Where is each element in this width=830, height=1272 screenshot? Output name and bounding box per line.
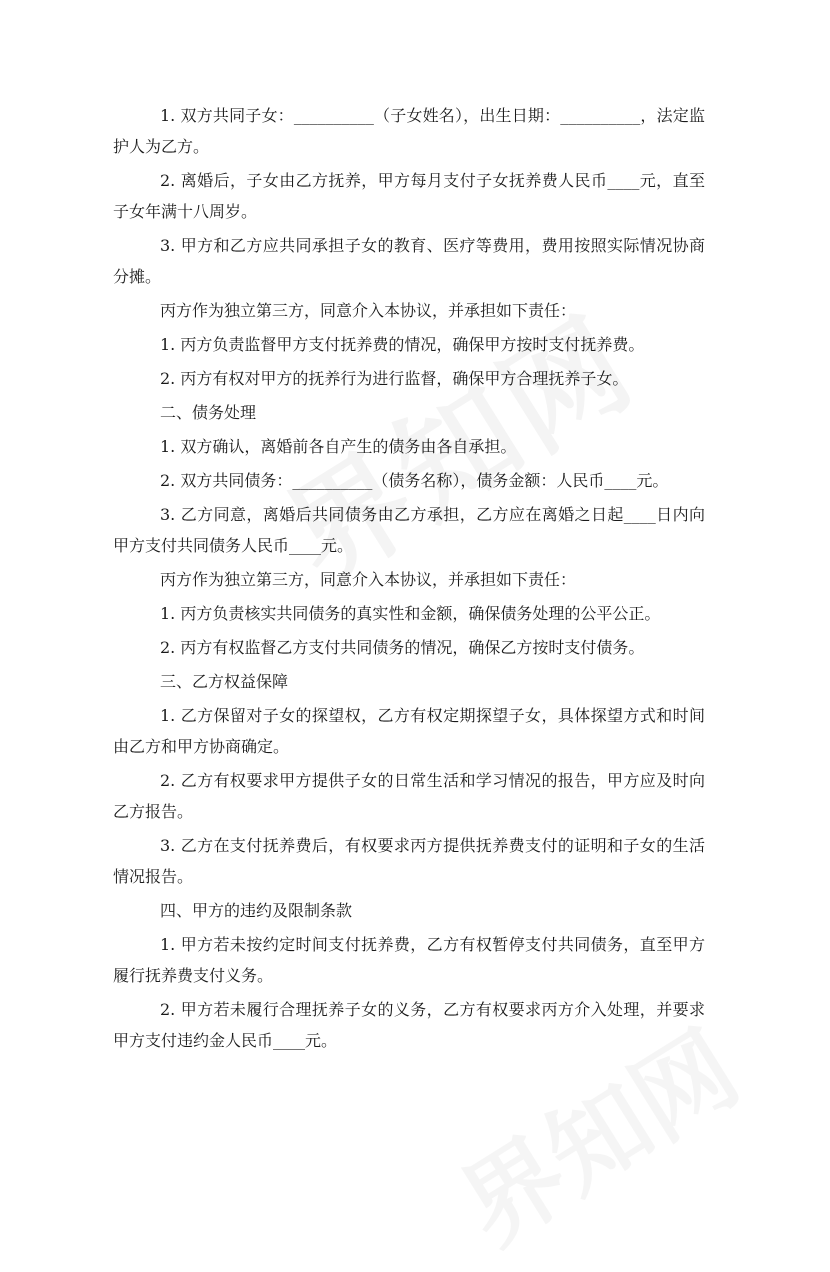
paragraph-breach-2: 2. 甲方若未履行合理抚养子女的义务，乙方有权要求丙方介入处理，并要求甲方支付违约金人民币____元。 <box>113 1000 705 1050</box>
paragraph-child-info: 1. 双方共同子女：__________（子女姓名），出生日期：__________，法定监护人为乙方。 <box>113 106 705 156</box>
paragraph-third-party-duty-2: 2. 丙方有权对甲方的抚养行为进行监督，确保甲方合理抚养子女。 <box>160 369 629 388</box>
paragraph-debt-joint: 2. 双方共同债务：__________（债务名称），债务金额：人民币____元。 <box>160 471 669 490</box>
document-body <box>113 100 705 1059</box>
paragraph-debt-separate: 1. 双方确认，离婚前各自产生的债务由各自承担。 <box>160 437 517 456</box>
paragraph-third-party-intro-2: 丙方作为独立第三方，同意介入本协议，并承担如下责任： <box>160 570 577 589</box>
paragraph-third-party-duty-4: 2. 丙方有权监督乙方支付共同债务的情况，确保乙方按时支付债务。 <box>160 638 645 657</box>
paragraph-child-support: 2. 离婚后，子女由乙方抚养，甲方每月支付子女抚养费人民币____元，直至子女年满十八周岁。 <box>113 171 705 221</box>
section-heading-rights: 三、乙方权益保障 <box>160 672 289 691</box>
paragraph-visitation: 1. 乙方保留对子女的探望权，乙方有权定期探望子女，具体探望方式和时间由乙方和甲方协商确定。 <box>113 706 705 756</box>
paragraph-child-expenses: 3. 甲方和乙方应共同承担子女的教育、医疗等费用，费用按照实际情况协商分摊。 <box>113 236 705 286</box>
paragraph-third-party-duty-3: 1. 丙方负责核实共同债务的真实性和金额，确保债务处理的公平公正。 <box>160 604 661 623</box>
paragraph-report: 2. 乙方有权要求甲方提供子女的日常生活和学习情况的报告，甲方应及时向乙方报告。 <box>113 771 705 821</box>
paragraph-breach-1: 1. 甲方若未按约定时间支付抚养费，乙方有权暂停支付共同债务，直至甲方履行抚养费支付义务。 <box>113 935 705 985</box>
section-heading-breach: 四、甲方的违约及限制条款 <box>160 901 353 920</box>
section-heading-debt: 二、债务处理 <box>160 403 257 422</box>
paragraph-proof: 3. 乙方在支付抚养费后，有权要求丙方提供抚养费支付的证明和子女的生活情况报告。 <box>113 836 705 886</box>
paragraph-debt-assume: 3. 乙方同意，离婚后共同债务由乙方承担，乙方应在离婚之日起____日内向甲方支付共同债务人民币____元。 <box>113 505 705 555</box>
paragraph-third-party-intro-1: 丙方作为独立第三方，同意介入本协议，并承担如下责任： <box>160 301 577 320</box>
paragraph-third-party-duty-1: 1. 丙方负责监督甲方支付抚养费的情况，确保甲方按时支付抚养费。 <box>160 335 645 354</box>
